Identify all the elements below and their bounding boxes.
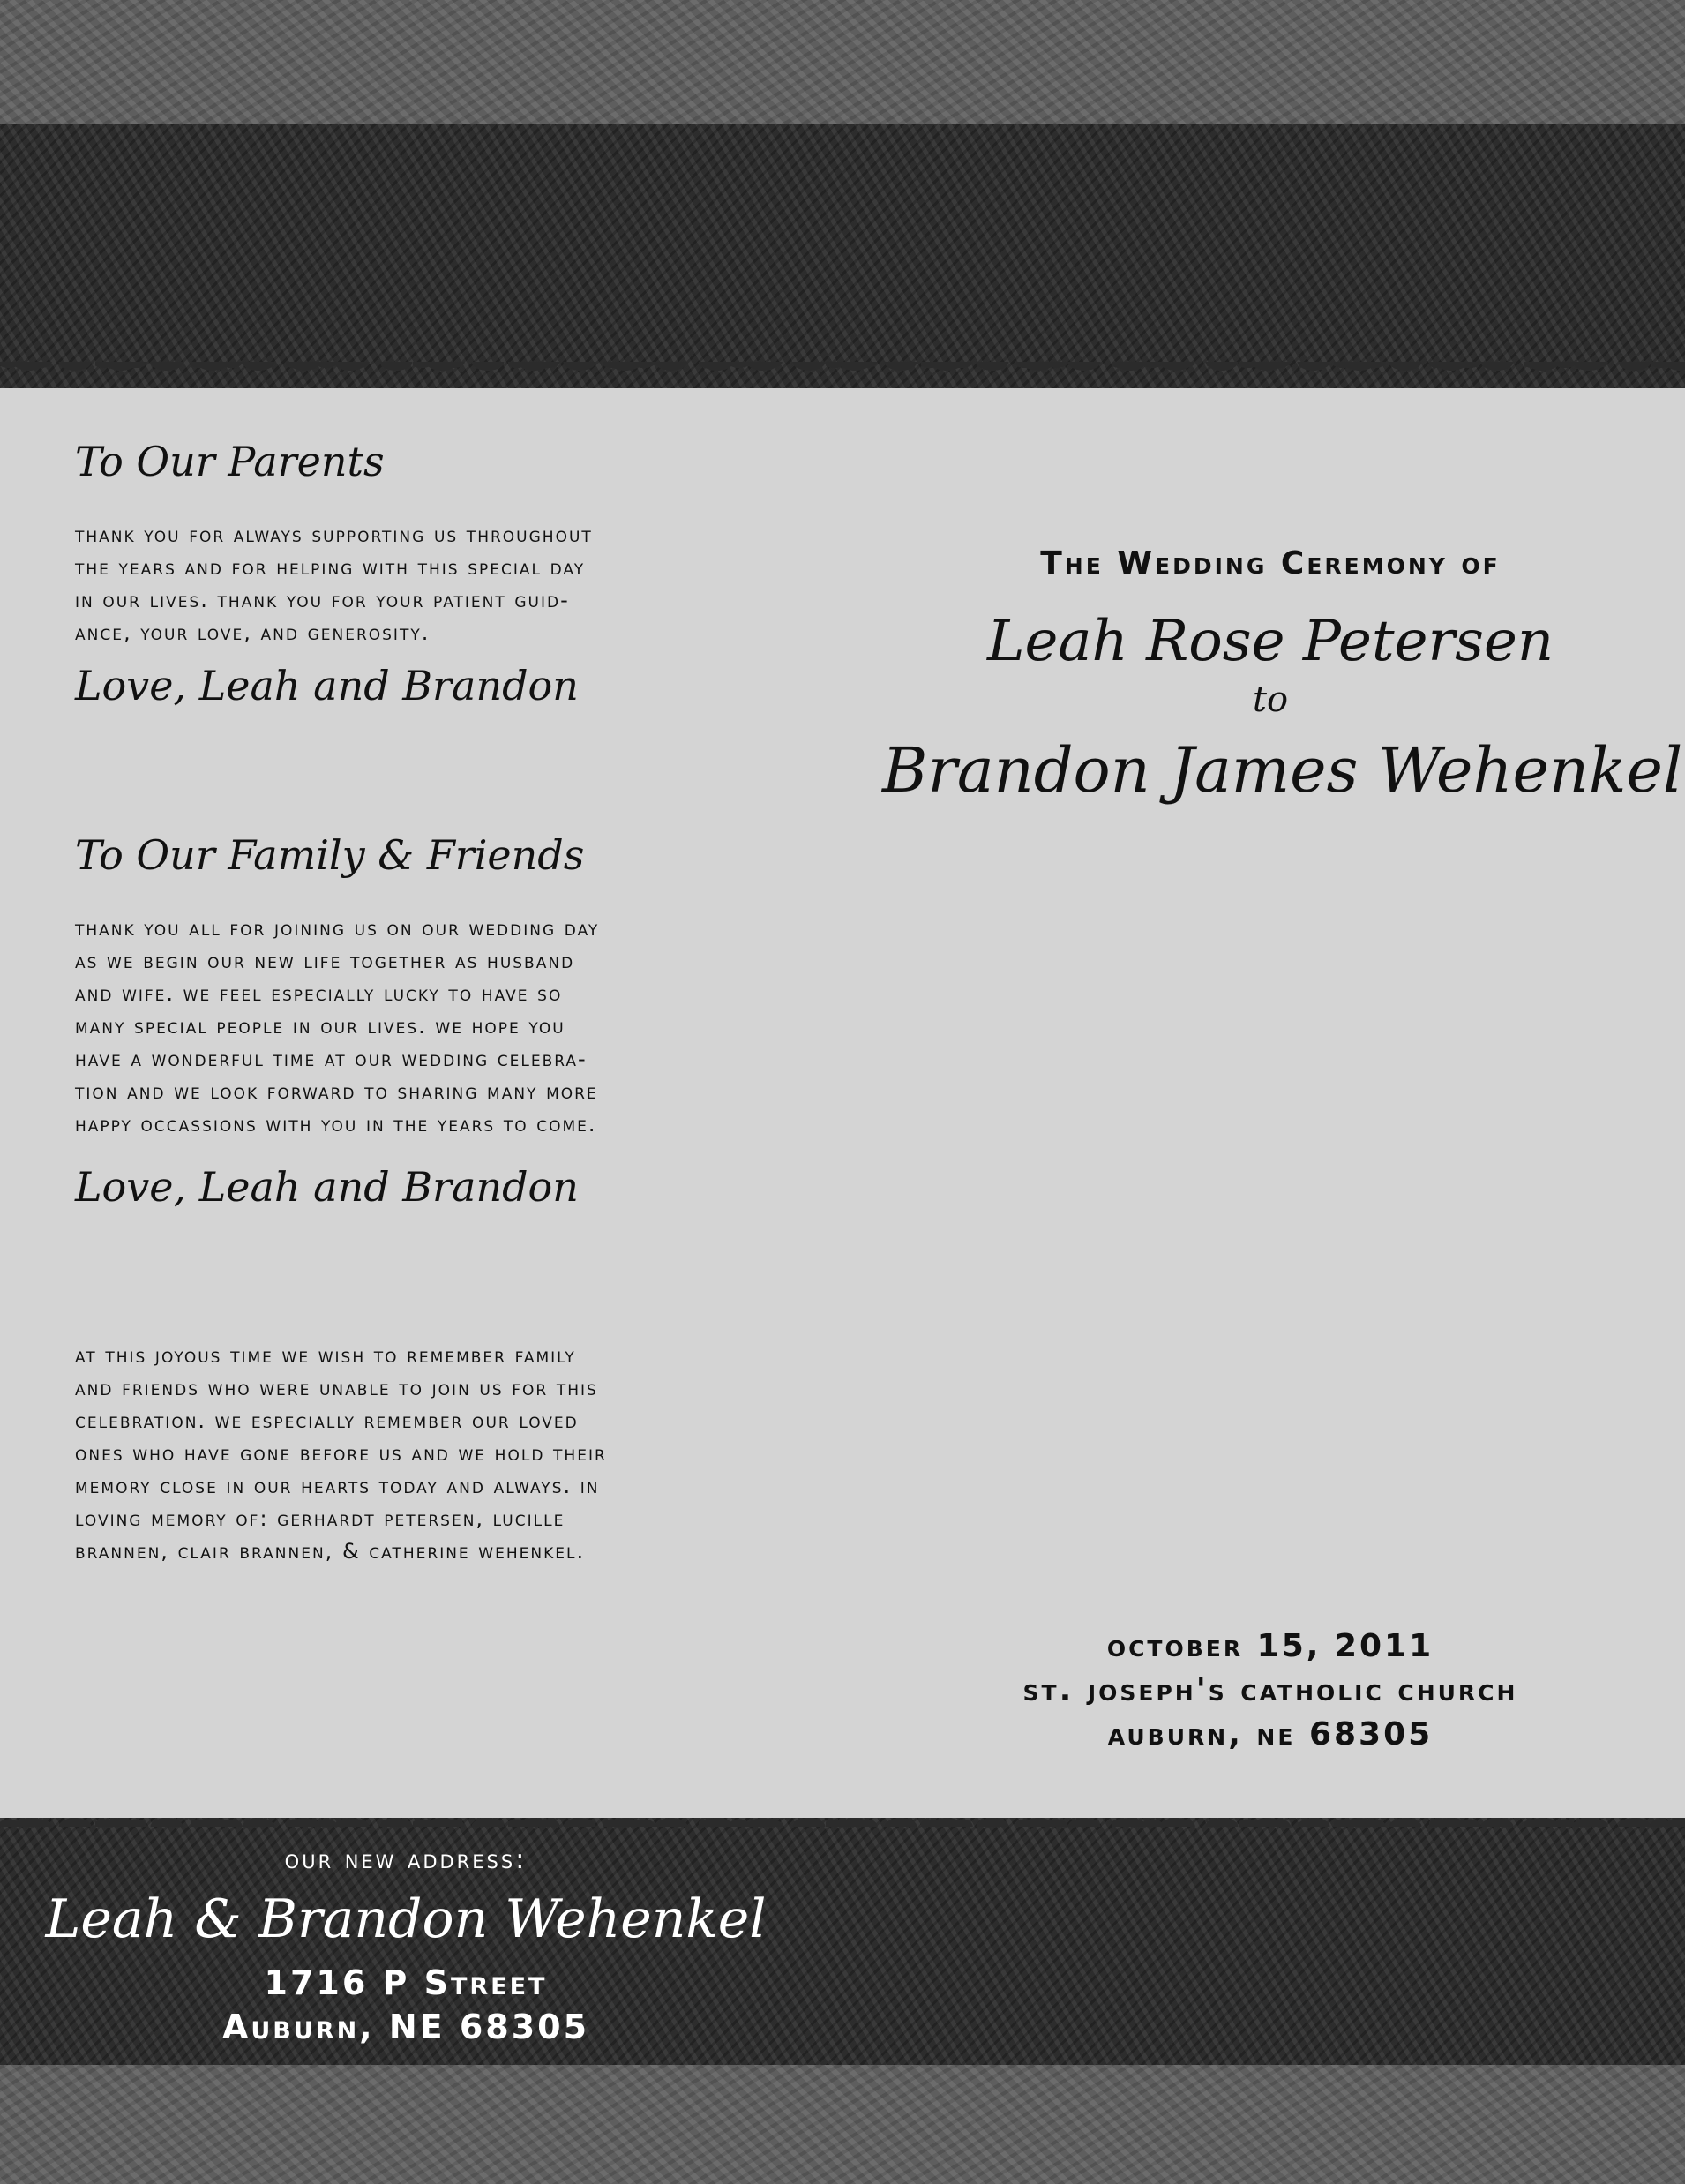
memorial-line: at this joyous time we wish to remember family [75,1343,576,1368]
top-pattern-band-light [0,0,1685,132]
ceremony-title: The Wedding Ceremony of [1040,545,1501,582]
parents-heading: To Our Parents [75,438,385,485]
memorial-line: celebration. we especially remember our loved [75,1408,579,1433]
top-pattern-band-dark [0,124,1685,388]
address-city: Auburn, NE 68305 [221,2008,590,2046]
friends-line: and wife. we feel especially lucky to have so [75,981,563,1006]
event-city: auburn, ne 68305 [1107,1716,1434,1752]
bottom-pattern-band-light [0,2065,1685,2184]
address-street: 1716 P Street [264,1963,548,2002]
parents-line: ance, your love, and generosity. [75,620,431,645]
address-label: our new address: [284,1844,528,1875]
friends-line: as we begin our new life together as husband [75,949,575,973]
parents-message [75,519,781,649]
bottom-torn-edge [0,1791,1685,1827]
memorial-line: loving memory of: gerhardt petersen, lucille [75,1506,565,1531]
event-venue: st. joseph's catholic church [1022,1672,1518,1708]
groom-name: Brandon James Wehenkel [882,734,1683,807]
friends-line: tion and we look forward to sharing many more [75,1079,598,1104]
friends-line: have a wonderful time at our wedding celebra- [75,1047,588,1071]
memorial-line: brannen, clair brannen, & catherine wehenkel. [75,1539,586,1564]
top-torn-edge [0,362,1685,397]
event-date: october 15, 2011 [1106,1628,1434,1664]
friends-signature: Love, Leah and Brandon [75,1163,579,1211]
memorial-line: and friends who were unable to join us for this [75,1376,598,1400]
friends-heading: To Our Family & Friends [75,831,585,879]
parents-line: thank you for always supporting us throughout [75,522,593,547]
address-names: Leah & Brandon Wehenkel [45,1888,767,1950]
parents-line: the years and for helping with this special day [75,555,586,580]
parents-line: in our lives. thank you for your patient guid- [75,588,570,612]
bride-name: Leah Rose Petersen [986,609,1554,674]
parents-signature: Love, Leah and Brandon [75,662,579,709]
memorial-message [75,1340,781,1568]
friends-line: thank you all for joining us on our wedding day [75,916,600,941]
memorial-line: memory close in our hearts today and always. in [75,1474,600,1498]
joiner-to: to [1252,679,1289,720]
friends-message [75,912,781,1141]
friends-line: many special people in our lives. we hope you [75,1014,565,1039]
memorial-line: ones who have gone before us and we hold their [75,1441,607,1466]
friends-line: happy occassions with you in the years to come. [75,1112,597,1137]
